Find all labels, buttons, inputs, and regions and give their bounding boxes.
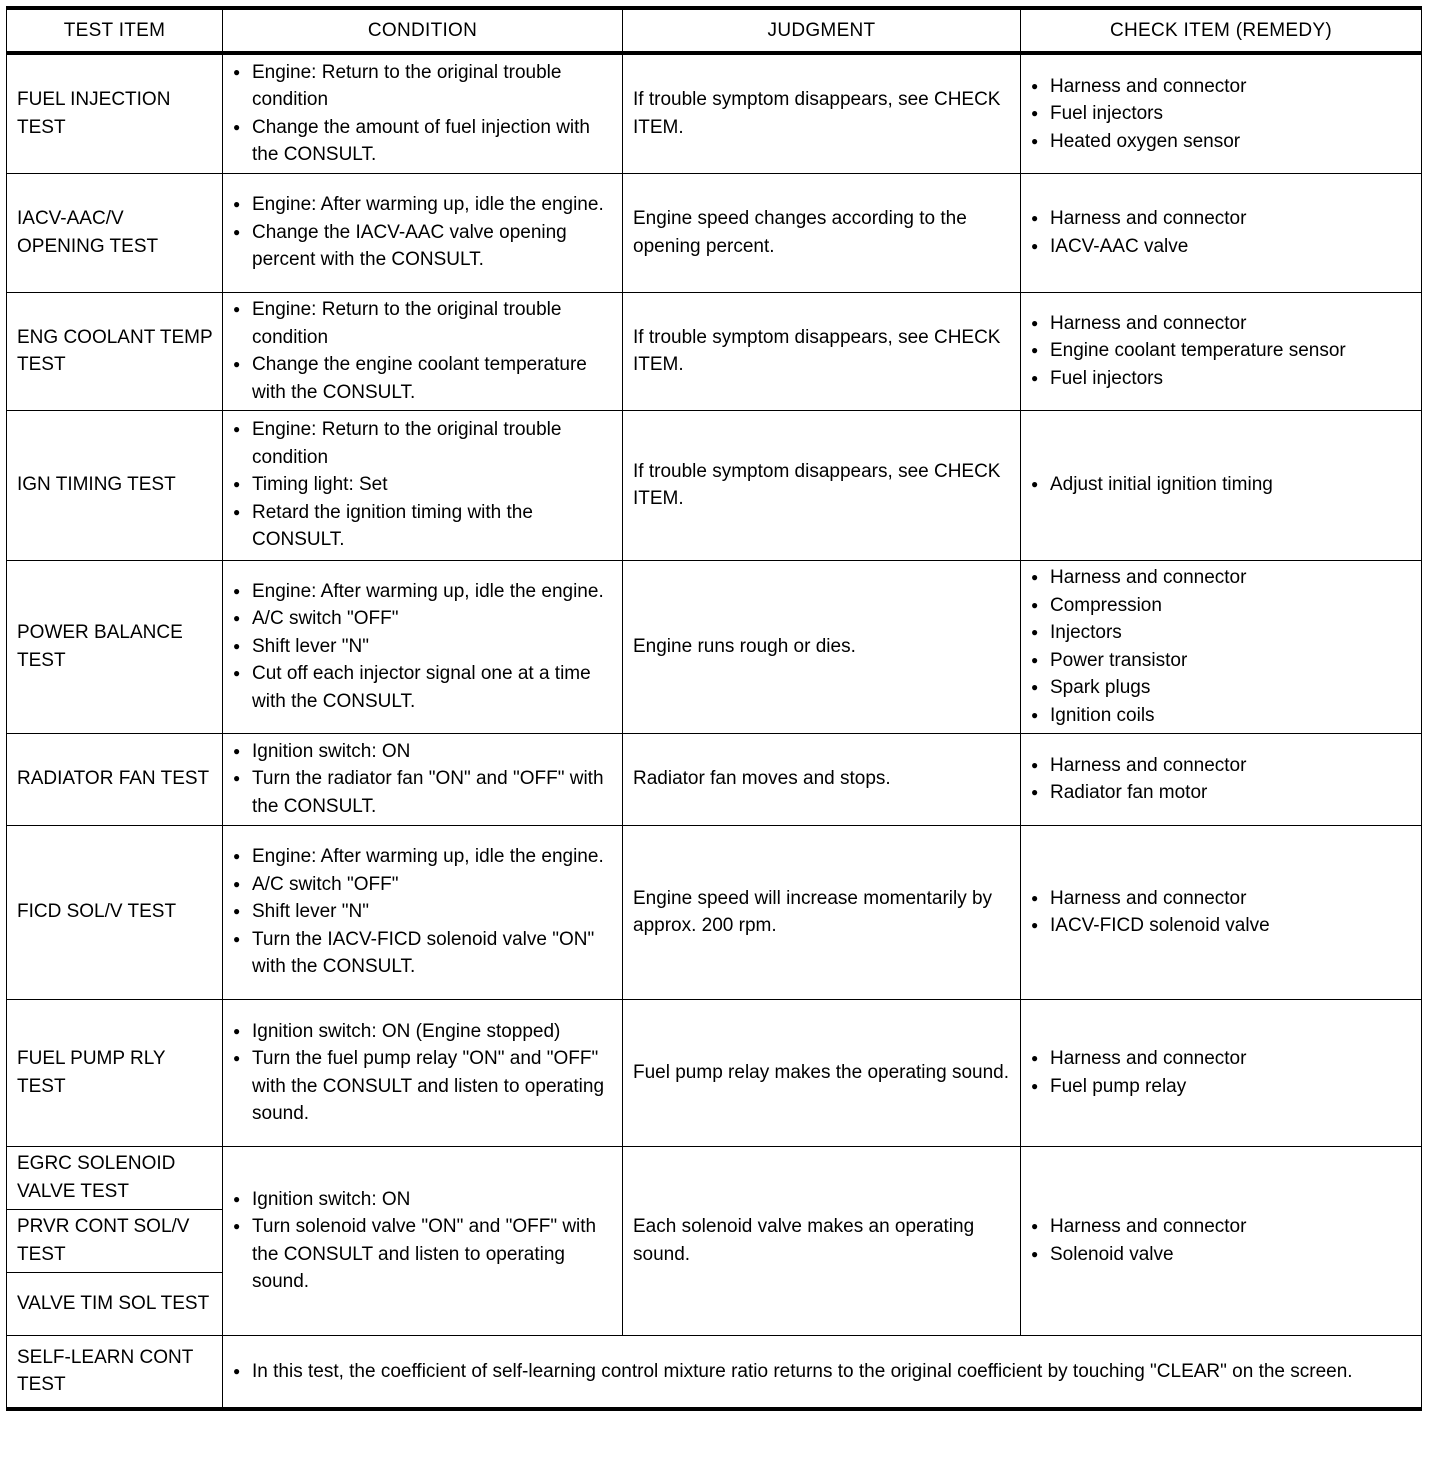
check-item: ● Engine coolant temperature sensor [1031,337,1413,365]
test-item-cell: ENG COOLANT TEMP TEST [7,292,223,410]
judgment-cell: Engine speed will increase momentarily by approx. 200 rpm. [623,825,1021,999]
check-item: ● Adjust initial ignition timing [1031,471,1413,499]
judgment-cell: Engine speed changes according to the opening percent. [623,173,1021,292]
check-item-cell [1021,173,1422,292]
judgment-cell: Engine runs rough or dies. [623,560,1021,733]
check-item: ● Compression [1031,592,1413,620]
condition-cell [223,1146,623,1335]
condition-cell [223,733,623,825]
table-body [7,53,1422,1409]
check-item: ● Harness and connector [1031,205,1413,233]
header-row [7,8,1422,53]
table-row [7,560,1422,733]
consult-active-test-page [6,6,1421,1411]
check-item-cell [1021,733,1422,825]
check-item-cell [1021,825,1422,999]
table-row [7,173,1422,292]
condition-item: ● Engine: Return to the original trouble condition [233,59,614,114]
condition-cell [223,292,623,410]
self-learn-note-cell [223,1335,1422,1409]
judgment-cell: If trouble symptom disappears, see CHECK ITEM. [623,53,1021,173]
active-test-table [6,6,1422,1411]
check-item: ● Radiator fan motor [1031,779,1413,807]
condition-item: ● Change the IACV-AAC valve opening percent with the CONSULT. [233,219,614,274]
self-learn-note: ● In this test, the coefficient of self-learning control mixture ratio returns to the original coefficient by touching "CLEAR" on the screen. [233,1358,1413,1386]
check-item: ● Injectors [1031,619,1413,647]
check-item: ● Power transistor [1031,647,1413,675]
check-item: ● Harness and connector [1031,564,1413,592]
check-item: ● Ignition coils [1031,702,1413,730]
condition-item: ● Change the amount of fuel injection with the CONSULT. [233,114,614,169]
check-item: ● Heated oxygen sensor [1031,128,1413,156]
check-item: ● Harness and connector [1031,73,1413,101]
check-item-cell [1021,292,1422,410]
condition-item: ● Turn solenoid valve "ON" and "OFF" with the CONSULT and listen to operating sound. [233,1213,614,1296]
test-item-cell: PRVR CONT SOL/V TEST [7,1209,223,1272]
table-row [7,292,1422,410]
condition-item: ● Engine: Return to the original trouble condition [233,296,614,351]
condition-item: ● Shift lever "N" [233,898,614,926]
condition-item: ● Engine: Return to the original trouble condition [233,416,614,471]
table-header [7,8,1422,53]
condition-item: ● Ignition switch: ON (Engine stopped) [233,1018,614,1046]
check-item-cell [1021,1146,1422,1335]
check-item: ● IACV-AAC valve [1031,233,1413,261]
condition-cell [223,825,623,999]
condition-item: ● Change the engine coolant temperature with the CONSULT. [233,351,614,406]
check-item: ● Harness and connector [1031,885,1413,913]
condition-item: ● Ignition switch: ON [233,1186,614,1214]
table-row [7,410,1422,560]
table-row [7,999,1422,1146]
header-test-item: TEST ITEM [7,8,223,53]
condition-cell [223,410,623,560]
check-item-cell [1021,999,1422,1146]
test-item-cell: FICD SOL/V TEST [7,825,223,999]
header-check-item: CHECK ITEM (REMEDY) [1021,8,1422,53]
check-item: ● IACV-FICD solenoid valve [1031,912,1413,940]
check-item: ● Harness and connector [1031,1213,1413,1241]
check-item: ● Fuel injectors [1031,365,1413,393]
judgment-cell: If trouble symptom disappears, see CHECK ITEM. [623,410,1021,560]
condition-cell [223,560,623,733]
condition-item: ● A/C switch "OFF" [233,605,614,633]
condition-item: ● Engine: After warming up, idle the engine. [233,843,614,871]
table-row [7,1335,1422,1409]
condition-cell [223,999,623,1146]
check-item-cell [1021,53,1422,173]
test-item-cell: IGN TIMING TEST [7,410,223,560]
condition-item: ● Ignition switch: ON [233,738,614,766]
check-item-cell [1021,560,1422,733]
test-item-cell: RADIATOR FAN TEST [7,733,223,825]
table-row [7,1146,1422,1209]
condition-item: ● Cut off each injector signal one at a time with the CONSULT. [233,660,614,715]
check-item: ● Harness and connector [1031,310,1413,338]
test-item-cell: SELF-LEARN CONT TEST [7,1335,223,1409]
condition-item: ● Timing light: Set [233,471,614,499]
header-judgment: JUDGMENT [623,8,1021,53]
check-item-cell [1021,410,1422,560]
test-item-cell: EGRC SOLENOID VALVE TEST [7,1146,223,1209]
judgment-cell: If trouble symptom disappears, see CHECK ITEM. [623,292,1021,410]
condition-item: ● Retard the ignition timing with the CONSULT. [233,499,614,554]
table-row [7,733,1422,825]
header-condition: CONDITION [223,8,623,53]
check-item: ● Fuel pump relay [1031,1073,1413,1101]
condition-item: ● Turn the radiator fan "ON" and "OFF" with the CONSULT. [233,765,614,820]
condition-item: ● Turn the IACV-FICD solenoid valve "ON" with the CONSULT. [233,926,614,981]
check-item: ● Fuel injectors [1031,100,1413,128]
test-item-cell: FUEL PUMP RLY TEST [7,999,223,1146]
table-row [7,53,1422,173]
condition-item: ● Engine: After warming up, idle the engine. [233,578,614,606]
check-item: ● Spark plugs [1031,674,1413,702]
condition-item: ● A/C switch "OFF" [233,871,614,899]
test-item-cell: IACV-AAC/V OPENING TEST [7,173,223,292]
check-item: ● Solenoid valve [1031,1241,1413,1269]
condition-item: ● Turn the fuel pump relay "ON" and "OFF" with the CONSULT and listen to operating sound. [233,1045,614,1128]
check-item: ● Harness and connector [1031,752,1413,780]
judgment-cell: Radiator fan moves and stops. [623,733,1021,825]
test-item-cell: VALVE TIM SOL TEST [7,1272,223,1335]
condition-item: ● Shift lever "N" [233,633,614,661]
test-item-cell: POWER BALANCE TEST [7,560,223,733]
test-item-cell: FUEL INJECTION TEST [7,53,223,173]
judgment-cell: Fuel pump relay makes the operating sound. [623,999,1021,1146]
condition-cell [223,53,623,173]
check-item: ● Harness and connector [1031,1045,1413,1073]
judgment-cell: Each solenoid valve makes an operating sound. [623,1146,1021,1335]
condition-item: ● Engine: After warming up, idle the engine. [233,191,614,219]
table-row [7,825,1422,999]
condition-cell [223,173,623,292]
